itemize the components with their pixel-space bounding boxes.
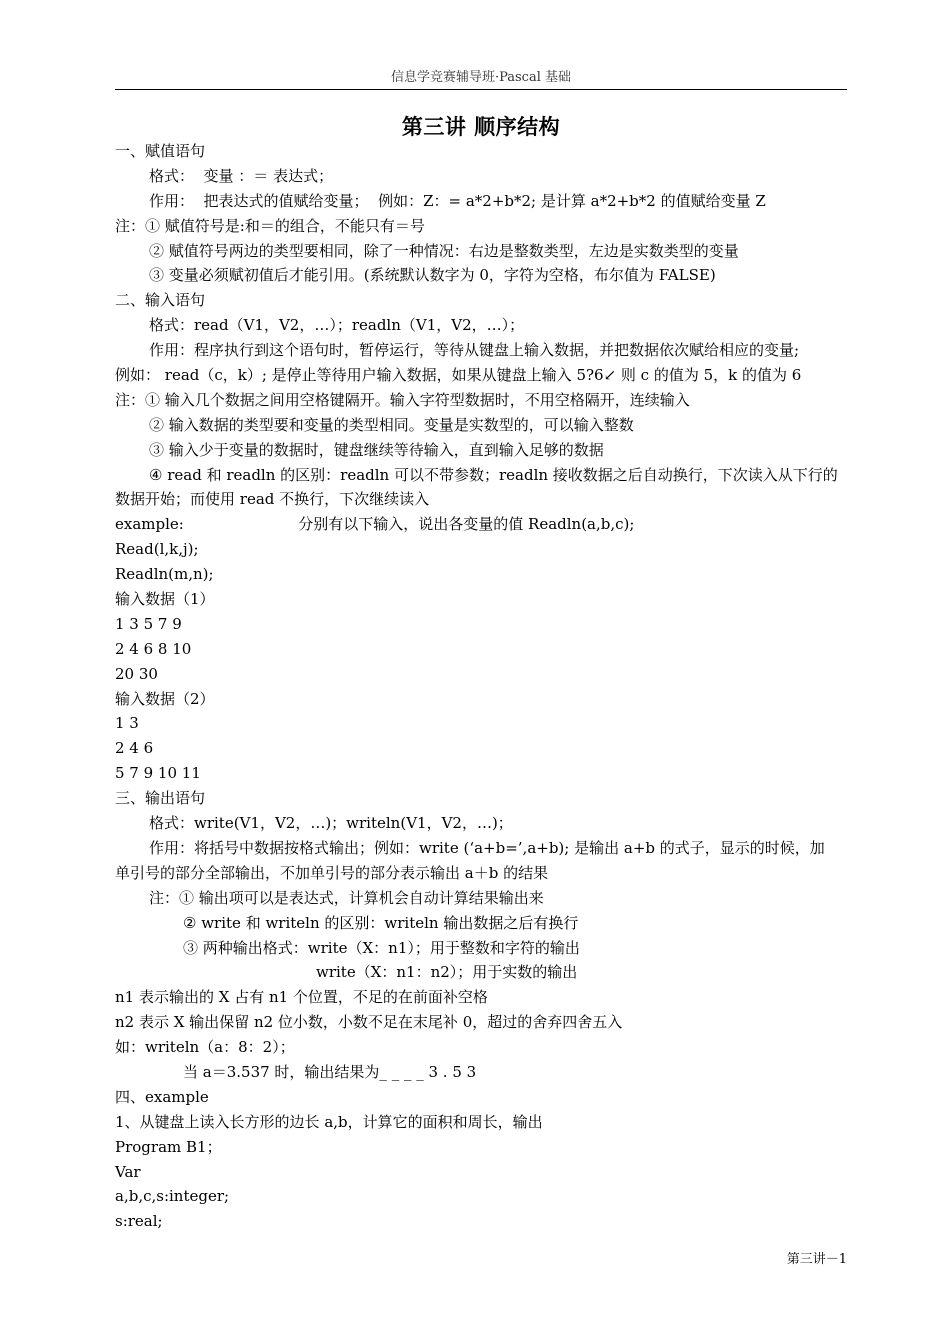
document-body — [115, 139, 855, 1234]
page-header: 信息学竞赛辅导班·Pascal 基础 — [115, 66, 847, 90]
text-line: 作用：将括号中数据按格式输出；例如：write (‘a+b=’,a+b); 是输出 a+b 的式子，显示的时候，加 — [149, 838, 825, 857]
text-line: 1、从键盘上读入长方形的边长 a,b，计算它的面积和周长，输出 — [115, 1112, 543, 1131]
text-line: ③ 输入少于变量的数据时，键盘继续等待输入，直到输入足够的数据 — [149, 440, 604, 459]
text-line: n1 表示输出的 X 占有 n1 个位置，不足的在前面补空格 — [115, 988, 488, 1007]
code-line: a,b,c,s:integer; — [115, 1187, 230, 1206]
text-line: 作用： 把表达式的值赋给变量； 例如：Z：= a*2+b*2; 是计算 a*2+b*2 的值赋给变量 Z — [149, 191, 766, 210]
text-line: 数据开始；而使用 read 不换行，下次继续读入 — [115, 490, 430, 509]
code-line: Var — [115, 1162, 141, 1181]
code-line: 2 4 6 — [115, 739, 154, 758]
section-heading-example: 四、example — [115, 1087, 209, 1106]
code-line: Readln(m,n); — [115, 565, 214, 584]
text-line: ④ read 和 readln 的区别：readln 可以不带参数；readln 接收数据之后自动换行，下次读入从下行的 — [149, 465, 838, 484]
text-line: 例如： read（c，k）; 是停止等待用户输入数据，如果从键盘上输入 5?6↙ 则 c 的值为 5，k 的值为 6 — [115, 366, 802, 385]
text-line: 单引号的部分全部输出，不加单引号的部分表示输出 a＋b 的结果 — [115, 863, 549, 882]
text-line: ② 赋值符号两边的类型要相同，除了一种情况：右边是整数类型，左边是实数类型的变量 — [149, 241, 739, 260]
text-line: 格式：read（V1，V2，…）；readln（V1，V2，…）； — [149, 316, 525, 335]
text-line: ② 输入数据的类型要和变量的类型相同。变量是实数型的，可以输入整数 — [149, 415, 634, 434]
section-heading-input: 二、输入语句 — [115, 291, 206, 310]
text-line: write（X：n1：n2）；用于实数的输出 — [316, 963, 578, 982]
text-line: 注：① 输出项可以是表达式，计算机会自动计算结果输出来 — [149, 888, 544, 907]
text-line: 格式：write(V1，V2，…)；writeln(V1，V2，…)； — [149, 814, 513, 833]
text-line: 注：① 输入几个数据之间用空格键隔开。输入字符型数据时，不用空格隔开，连续输入 — [115, 390, 690, 409]
code-line: 1 3 — [115, 714, 139, 733]
page-title: 第三讲 顺序结构 — [401, 115, 561, 139]
text-line: ② write 和 writeln 的区别：writeln 输出数据之后有换行 — [183, 913, 579, 932]
code-line: 2 4 6 8 10 — [115, 639, 192, 658]
code-line: Read(l,k,j); — [115, 540, 199, 559]
code-line: example: 分别有以下输入，说出各变量的值 Readln(a,b,c); — [115, 515, 635, 534]
text-line: 输入数据（1） — [115, 590, 215, 609]
text-line: ③ 变量必须赋初值后才能引用。(系统默认数字为 0，字符为空格，布尔值为 FALSE) — [149, 266, 716, 285]
text-line: 输入数据（2） — [115, 689, 215, 708]
code-line: s:real; — [115, 1212, 163, 1231]
text-line: ③ 两种输出格式：write（X：n1）；用于整数和字符的输出 — [183, 938, 580, 957]
page-number: 第三讲－1 — [786, 1252, 847, 1267]
text-line: 注：① 赋值符号是:和＝的组合，不能只有＝号 — [115, 216, 425, 235]
text-line: n2 表示 X 输出保留 n2 位小数，小数不足在末尾补 0，超过的舍弃四舍五入 — [115, 1013, 623, 1032]
code-line: 5 7 9 10 11 — [115, 764, 201, 783]
text-line: 作用：程序执行到这个语句时，暂停运行，等待从键盘上输入数据，并把数据依次赋给相应的变量; — [149, 341, 800, 360]
code-line: Program B1； — [115, 1137, 222, 1156]
code-line: 20 30 — [115, 664, 158, 683]
section-heading-output: 三、输出语句 — [115, 789, 206, 808]
text-line: 当 a＝3.537 时，输出结果为_ _ _ _ 3 . 5 3 — [183, 1062, 477, 1081]
section-heading-assignment: 一、赋值语句 — [115, 142, 206, 160]
text-line: 格式： 变量 ：＝ 表达式； — [149, 166, 334, 185]
code-line: 1 3 5 7 9 — [115, 614, 182, 633]
text-line: 如：writeln（a：8：2）； — [115, 1038, 295, 1057]
